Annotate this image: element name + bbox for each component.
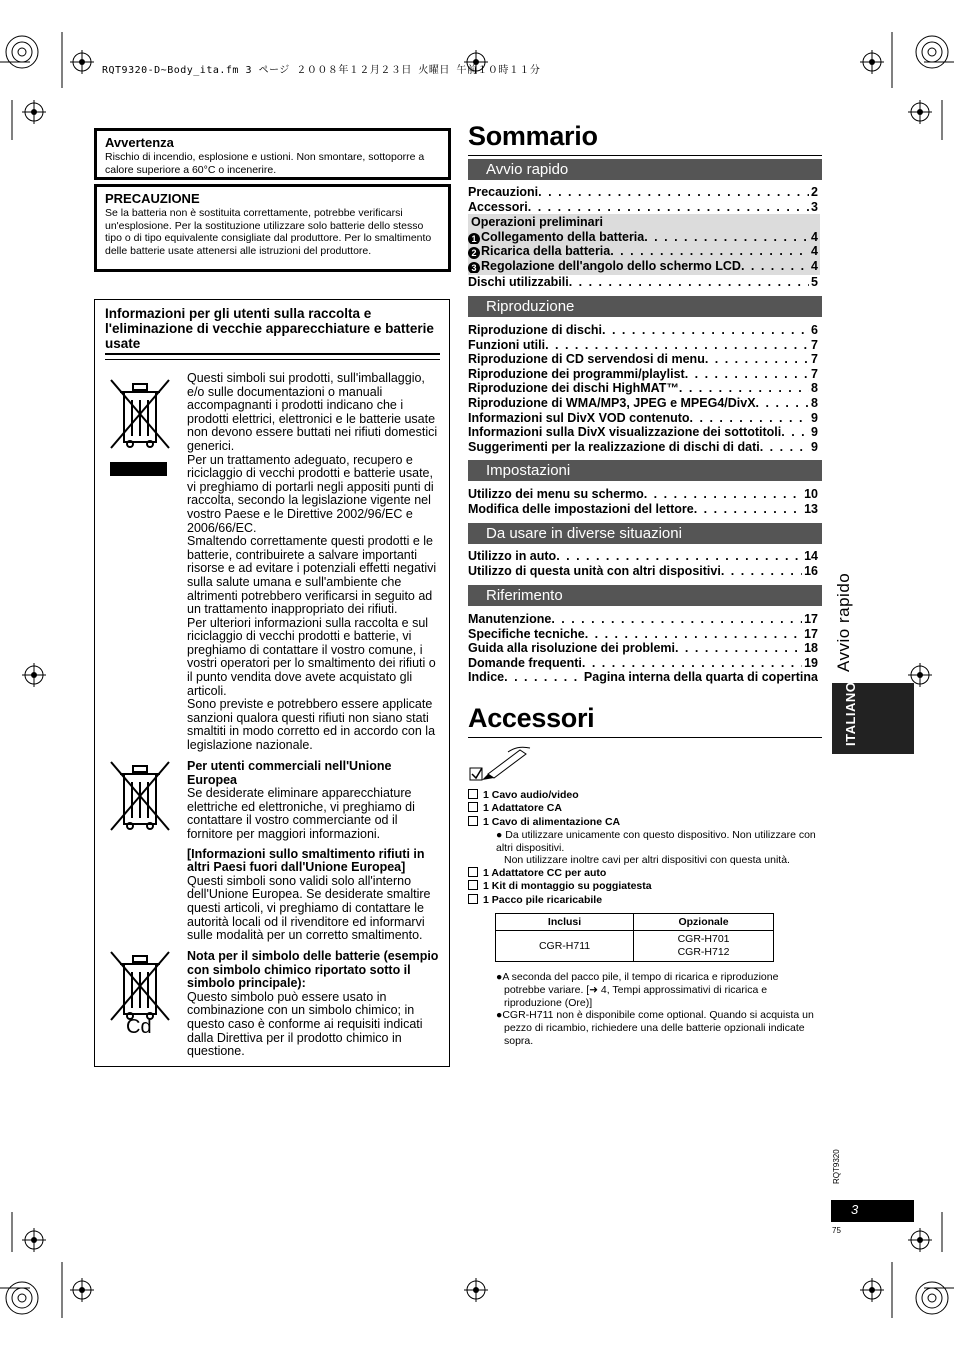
toc-row[interactable]: Funzioni utili . . . 7 [468,338,818,353]
weee-text-main [187,372,442,753]
table-header-inclusi: Inclusi [496,914,634,931]
toc-row[interactable]: 2 Ricarica della batteria . . . 4 [468,244,818,259]
toc-row[interactable]: Guida alla risoluzione dei problemi . . . 18 [468,641,818,656]
toc-row[interactable]: 1 Collegamento della batteria . . . 4 [468,230,818,245]
toc-diverse [468,549,818,578]
toc-row[interactable]: Domande frequenti . . . 19 [468,656,818,671]
step-number-icon: 3 [468,262,480,274]
toc-row[interactable]: Informazioni sulla DivX visualizzazione dei sottotitoli . . . 9 [468,425,818,440]
toc-row[interactable]: Riproduzione di dischi . . . 6 [468,323,818,338]
toc-row[interactable]: 3 Regolazione dell'angolo dello schermo LCD . . . 4 [468,259,818,274]
toc-row[interactable]: Utilizzo di questa unità con altri dispositivi . . . 16 [468,564,818,579]
accessori-note-2: Non utilizzare inoltre cavi per altri dispositivi con questa unità. [504,854,790,866]
crossed-bin-icon [105,374,175,454]
toc-row[interactable]: Utilizzo in auto . . . 14 [468,549,818,564]
cd-label: Cd [126,1016,152,1038]
extra-text: Questi simboli sono validi solo all'interno dell'Unione Europea. Se desiderate smaltire questi articoli, vi preghiamo di contattare le autorità locali od il rivenditore ed informarvi sulle modalità per un corretto smaltimento. [187,873,431,943]
weee-info-title: Informazioni per gli utenti sulla raccolta e l'eliminazione di vecchie apparecchiature e batterie usate [105,306,434,351]
model-code: RQT9320 [832,1149,841,1184]
toc-dischi [468,275,818,290]
accessori-title: Accessori [468,703,595,733]
table-header-opzionale: Opzionale [634,914,774,931]
accessori-rule [468,737,822,738]
crossed-bin-battery-icon [105,946,175,1026]
side-tab-avvio: Avvio rapido [834,572,853,672]
weee-p2: Per un trattamento adeguato, recupero e riciclaggio di vecchi prodotti e batterie usate, vi preghiamo di portarli negli appositi punti di raccolta, secondo la legislazione vigente nel vostro Paese e le Direttive 2002/96/EC e 2006/66/EC. [187,452,434,535]
step-number-icon: 1 [468,233,480,245]
page-number: 3 [851,1202,859,1217]
toc-row[interactable]: Riproduzione dei dischi HighMAT™ . . . 8 [468,381,818,396]
language-label: ITALIANO [843,681,858,746]
toc-impostazioni [468,487,818,516]
section-impostazioni: Impostazioni [468,460,822,481]
black-bar [110,462,167,476]
accessory-item: 1 Kit di montaggio su poggiatesta [468,880,820,893]
toc-row[interactable]: Indice . . . Pagina interna della quarta di copertina [468,670,818,685]
section-riferimento: Riferimento [468,585,822,606]
checkbox-icon [468,789,478,799]
checkbox-icon [468,894,478,904]
accessory-item: 1 Adattatore CC per auto [468,867,820,880]
toc-row[interactable]: Riproduzione di CD servendosi di menu . . . 7 [468,352,818,367]
toc-avvio [468,185,818,214]
extra-title: [Informazioni sullo smaltimento rifiuti in altri Paesi fuori dall'Unione Europea] [187,846,425,875]
nota-text: Questo simbolo può essere usato in combinazione con un simbolo chimico; in questo caso è conforme ai requisiti indicati dalla Direttiva per il prodotto chimico in questione. [187,989,423,1059]
title-rule [105,353,440,360]
avvertenza-title: Avvertenza [105,135,174,150]
section-diverse: Da usare in diverse situazioni [468,523,822,544]
toc-row[interactable]: Precauzioni . . . 2 [468,185,818,200]
ue-text: Se desiderate eliminare apparecchiature elettriche ed elettroniche, vi preghiamo di contattare il vostro commerciante od il fornitore per maggiori informazioni. [187,786,415,841]
file-header: RQT9320-D~Body_ita.fm 3 ページ ２００８年１２月２３日 火曜日 午前１０時１１分 [102,65,541,76]
toc-row[interactable]: Dischi utilizzabili . . . 5 [468,275,818,290]
accessori-notes: ● Da utilizzare unicamente con questo dispositivo. Non utilizzare con altri dispositivi. Non utilizzare inoltre cavi per altri dispositivi con questa unità. [496,829,820,867]
toc-row[interactable]: Modifica delle impostazioni del lettore . . . 13 [468,502,818,517]
precauzione-box [94,184,451,272]
section-avvio: Avvio rapido [468,159,822,180]
footnote-1: A seconda del pacco pile, il tempo di ricarica e riproduzione potrebbe variare. [➜ 4, Tempi approssimativi di ricarica e riproduzione (Ore)] [502,971,779,1009]
precauzione-text: Se la batteria non è sostituita correttamente, potrebbe verificarsi un'esplosione. Per la sostituzione utilizzare solo batterie dello stesso tipo o di tipo equivalente consigliate dal produttore. Per lo smaltimento delle batterie usate attenersi alle istruzioni del produttore. [105,207,432,257]
checkbox-icon [468,816,478,826]
toc-row[interactable]: Suggerimenti per la realizzazione di dischi di dati . . . 9 [468,440,818,455]
accessori-list-2 [468,867,820,907]
toc-row[interactable]: Riproduzione di WMA/MP3, JPEG e MPEG4/DivX . . . 8 [468,396,818,411]
avvertenza-text: Rischio di incendio, esplosione e ustioni. Non smontare, sottoporre a calore superiore a 60°C o incenerire. [105,151,425,176]
sheet-number: 75 [832,1226,841,1235]
checkbox-icon [468,802,478,812]
table-cell-optional: CGR-H701 CGR-H712 [634,931,774,962]
step-number-icon: 2 [468,247,480,259]
weee-p4: Per ulteriori informazioni sulla raccolta e sul riciclaggio di vecchi prodotti e batterie, vi preghiamo di contattare il vostro comune, i vostri operatori per lo smaltimento dei rifiuti o il punto vendita dove avete acquistato gli articoli. [187,615,436,698]
checklist-pen-icon [468,744,532,784]
prelim-title: Operazioni preliminari [471,215,603,229]
avvertenza-box [94,128,451,180]
weee-info-box [94,299,450,1067]
accessory-item: 1 Adattatore CA [468,802,820,815]
toc-riferimento [468,612,818,685]
section-riproduzione: Riproduzione [468,296,822,317]
accessori-footnotes: ●A seconda del pacco pile, il tempo di ricarica e riproduzione potrebbe variare. [➜ 4, Tempi approssimativi di ricarica e riproduzione (Ore)] ●CGR-H711 non è disponibile come optional. Quando si acquista un pezzo di ricambio, richiedere una delle batterie opzionali indicate sopra. [496,971,814,1047]
toc-row[interactable]: Manutenzione . . . 17 [468,612,818,627]
battery-table [495,913,774,962]
sommario-rule [468,155,822,156]
weee-p5: Sono previste e potrebbero essere applicate sanzioni qualora questi rifiuti non siano stati smaltiti in modo corretto ed in accordo con la legislazione nazionale. [187,697,436,753]
toc-row[interactable]: Riproduzione dei programmi/playlist . . . 7 [468,367,818,382]
checkbox-icon [468,867,478,877]
weee-p3: Smaltendo correttamente questi prodotti e le batterie, contribuirete a salvare importanti risorse e ad evitare i potenziali effetti negativi sulla salute umana e sull'ambiente che altrimenti potrebbero verificarsi in seguito ad un trattamento inappropriato dei rifiuti. [187,534,437,617]
toc-prelim [468,215,818,273]
toc-row[interactable]: Accessori . . . 3 [468,200,818,215]
weee-p1: Questi simboli sui prodotti, sull'imballaggio, e/o sulle documentazioni o manuali accompagnanti i prodotti indicano che i prodotti elettrici, elettronici e le batterie usate non devono essere buttati nei rifiuti domestici generici. [187,371,438,453]
accessory-item: 1 Cavo audio/video [468,789,820,802]
accessori-note-1: Da utilizzare unicamente con questo dispositivo. Non utilizzare con altri dispositivi. [496,829,816,854]
nota-title: Nota per il simbolo delle batterie (esempio con simbolo chimico riportato sotto il simbolo principale): [187,949,439,991]
precauzione-title: PRECAUZIONE [105,191,200,206]
ue-title: Per utenti commerciali nell'Unione Europea [187,759,392,787]
toc-row[interactable]: Specifiche tecniche . . . 17 [468,627,818,642]
table-cell-included: CGR-H711 [496,931,634,962]
page-number-box [831,1200,914,1222]
weee-text-ue [187,760,442,943]
crossed-bin-icon-2 [105,756,175,836]
checkbox-icon [468,880,478,890]
toc-row[interactable]: Utilizzo dei menu su schermo . . . 10 [468,487,818,502]
toc-row[interactable]: Informazioni sul DivX VOD contenuto . . . 9 [468,411,818,426]
weee-text-nota [187,950,442,1059]
accessory-item: 1 Cavo di alimentazione CA [468,816,820,829]
accessori-list [468,789,820,829]
sommario-title: Sommario [468,121,598,151]
accessory-item: 1 Pacco pile ricaricabile [468,894,820,907]
footnote-2: CGR-H711 non è disponibile come optional. Quando si acquista un pezzo di ricambio, richiedere una delle batterie opzionali indicate sopra. [502,1009,814,1047]
toc-riproduzione [468,323,818,454]
